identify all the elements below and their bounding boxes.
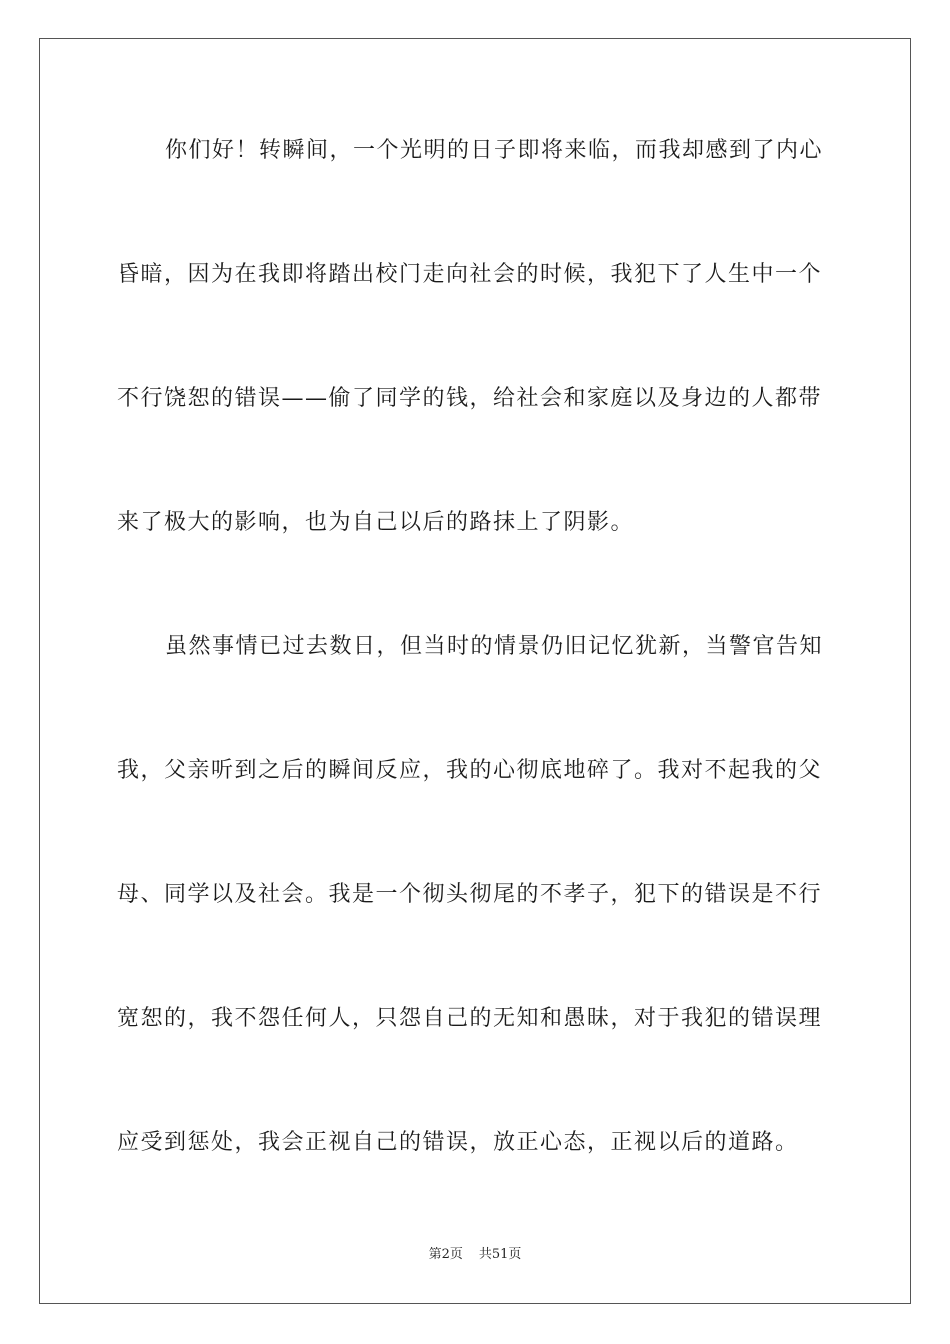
paragraph-2-line-2: 我，父亲听到之后的瞬间反应，我的心彻底地碎了。我对不起我的父 (117, 758, 823, 783)
paragraph-1-line-3: 不行饶恕的错误——偷了同学的钱，给社会和家庭以及身边的人都带 (117, 386, 823, 411)
paragraph-1-line-4: 来了极大的影响，也为自己以后的路抹上了阴影。 (117, 510, 635, 535)
paragraph-1-line-1: 你们好！转瞬间，一个光明的日子即将来临，而我却感到了内心 (165, 138, 824, 163)
paragraph-2-line-4: 宽恕的，我不怨任何人，只怨自己的无知和愚昧，对于我犯的错误理 (117, 1006, 823, 1031)
page-border (39, 38, 911, 1304)
page-footer (0, 1246, 950, 1264)
paragraph-2-line-3: 母、同学以及社会。我是一个彻头彻尾的不孝子，犯下的错误是不行 (117, 882, 823, 907)
page-number: 第2页 (428, 1247, 463, 1262)
page-total: 共51页 (478, 1247, 522, 1262)
paragraph-2-line-1: 虽然事情已过去数日，但当时的情景仍旧记忆犹新，当警官告知 (165, 634, 824, 659)
paragraph-1-line-2: 昏暗，因为在我即将踏出校门走向社会的时候，我犯下了人生中一个 (117, 262, 823, 287)
paragraph-2-line-5: 应受到惩处，我会正视自己的错误，放正心态，正视以后的道路。 (117, 1130, 799, 1155)
